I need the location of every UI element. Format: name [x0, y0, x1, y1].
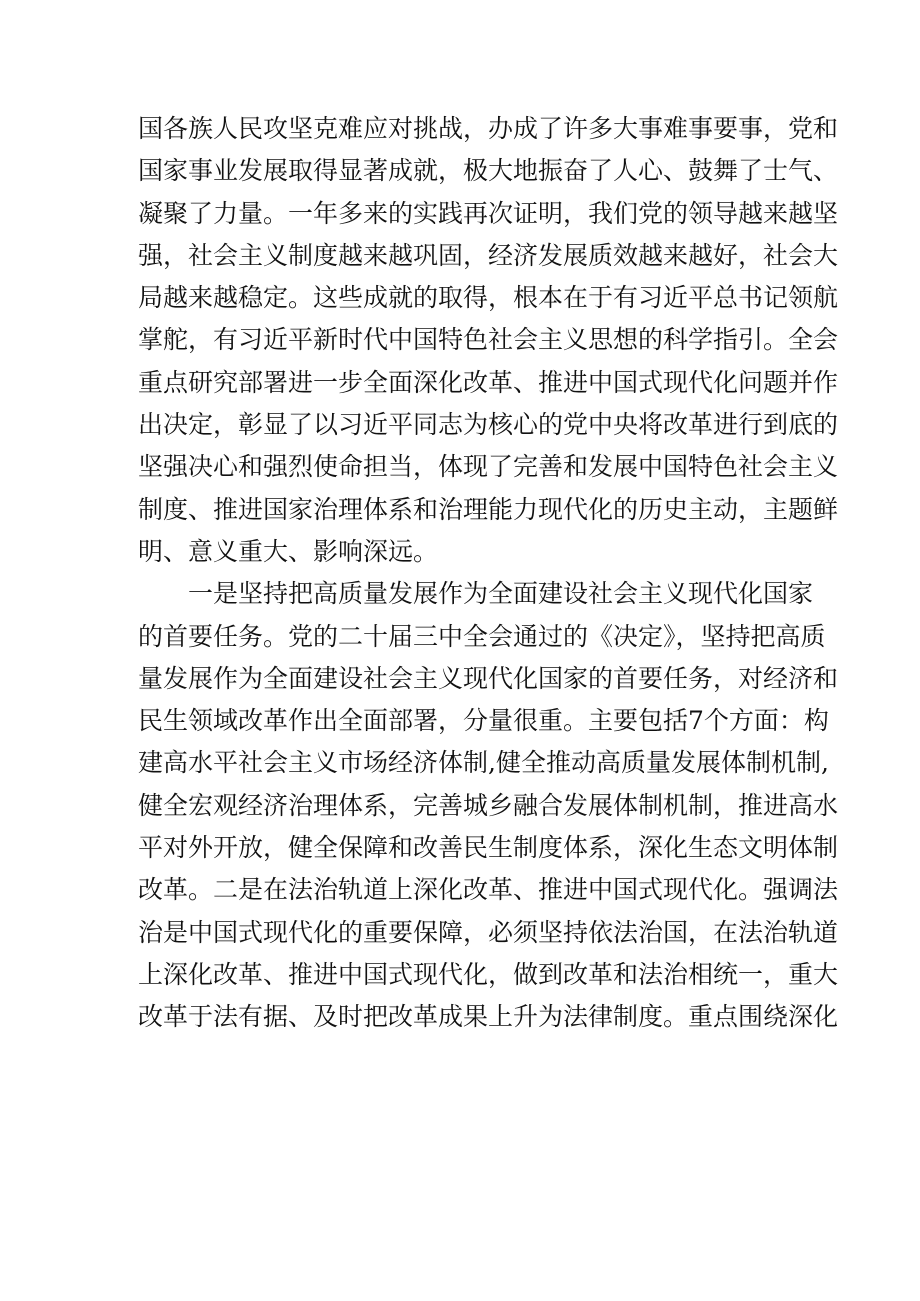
text-line: 平对外开放，健全保障和改善民生制度体系，深化生态文明体制: [138, 833, 839, 863]
text-line: 国各族人民攻坚克难应对挑战，办成了许多大事难事要事，党和: [138, 114, 839, 143]
document-body: [138, 108, 839, 1039]
text-line: 制度、推进国家治理体系和治理能力现代化的历史主动，主题鲜: [138, 494, 839, 524]
text-line: 建高水平社会主义市场经济体制,健全推动高质量发展体制机制,: [138, 748, 829, 778]
text-line: 强，社会主义制度越来越巩固，经济发展质效越来越好，社会大: [138, 240, 839, 270]
text-line: 重点研究部署进一步全面深化改革、推进中国式现代化问题并作: [138, 367, 839, 397]
text-line: 量发展作为全面建设社会主义现代化国家的首要任务，对经济和: [138, 663, 839, 693]
text-line: 的首要任务。党的二十届三中全会通过的《决定》，坚持把高质: [138, 621, 826, 651]
text-line: 上深化改革、推进中国式现代化，做到改革和法治相统一，重大: [138, 959, 839, 989]
text-line: 掌舵，有习近平新时代中国特色社会主义思想的科学指引。全会: [138, 325, 839, 355]
text-line: 改革。二是在法治轨道上深化改革、推进中国式现代化。强调法: [138, 875, 839, 905]
text-line: 改革于法有据、及时把改革成果上升为法律制度。重点围绕深化: [138, 1002, 839, 1032]
text-line: 民生领域改革作出全面部署，分量很重。主要包括7个方面：构: [138, 706, 829, 736]
text-line: 凝聚了力量。一年多来的实践再次证明，我们党的领导越来越坚: [138, 198, 839, 228]
text-line: 一是坚持把高质量发展作为全面建设社会主义现代化国家: [188, 579, 814, 609]
text-line: 局越来越稳定。这些成就的取得，根本在于有习近平总书记领航: [138, 283, 839, 313]
text-line: 出决定，彰显了以习近平同志为核心的党中央将改革进行到底的: [138, 410, 839, 440]
text-line: 坚强决心和强烈使命担当，体现了完善和发展中国特色社会主义: [138, 452, 839, 482]
paragraph-1: [138, 108, 839, 573]
text-line: 治是中国式现代化的重要保障，必须坚持依法治国，在法治轨道: [138, 917, 839, 947]
text-line: 明、意义重大、影响深远。: [138, 536, 439, 566]
paragraph-2: [138, 573, 839, 1038]
text-line: 国家事业发展取得显著成就，极大地振奋了人心、鼓舞了士气、: [138, 156, 839, 186]
text-line: 健全宏观经济治理体系，完善城乡融合发展体制机制，推进高水: [138, 790, 839, 820]
